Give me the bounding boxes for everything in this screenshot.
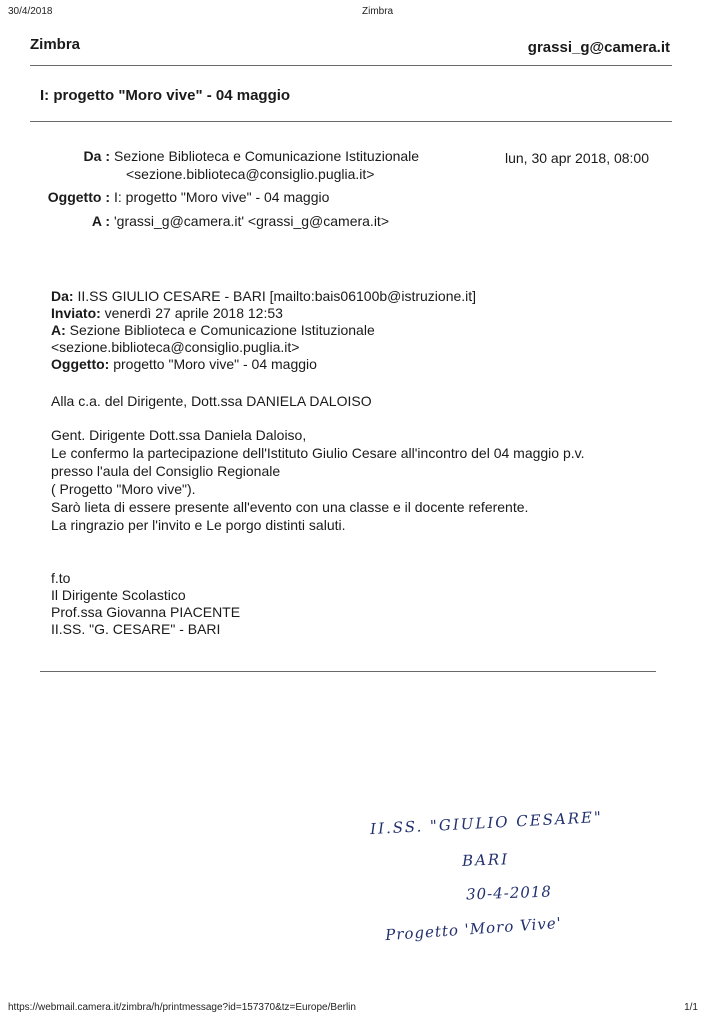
fwd-subject xyxy=(51,356,317,373)
body-line: ( Progetto "Moro vive"). xyxy=(51,481,196,497)
message-date: lun, 30 apr 2018, 08:00 xyxy=(505,150,650,166)
fwd-subject-value: progetto "Moro vive" - 04 maggio xyxy=(113,356,317,372)
body-end-divider xyxy=(40,671,656,672)
fwd-sent xyxy=(51,305,283,322)
subject-divider xyxy=(30,121,672,122)
body-line: presso l'aula del Consiglio Regionale xyxy=(51,463,281,479)
fwd-subject-label: Oggetto: xyxy=(51,356,110,372)
body-line: La ringrazio per l'invito e Le porgo distinti saluti. xyxy=(51,517,346,533)
body-line: Gent. Dirigente Dott.ssa Daniela Daloiso, xyxy=(51,427,307,443)
fwd-to-value: Sezione Biblioteca e Comunicazione Istituzionale xyxy=(69,322,375,338)
print-url: https://webmail.camera.it/zimbra/h/printmessage?id=157370&tz=Europe/Berlin xyxy=(8,1002,356,1013)
attention-line: Alla c.a. del Dirigente, Dott.ssa DANIELA DALOISO xyxy=(51,393,372,409)
subject-value: I: progetto "Moro vive" - 04 maggio xyxy=(114,189,330,205)
from-label: Da : xyxy=(83,148,110,164)
to-label: A : xyxy=(91,213,110,229)
message-subject-title: I: progetto "Moro vive" - 04 maggio xyxy=(40,87,291,104)
handwritten-line: II.SS. "GIULIO CESARE" xyxy=(369,807,604,839)
from-email: <sezione.biblioteca@consiglio.puglia.it> xyxy=(126,166,375,182)
handwritten-line: Progetto 'Moro Vive' xyxy=(384,913,563,945)
signature-line: II.SS. "G. CESARE" - BARI xyxy=(51,621,221,637)
print-app-title: Zimbra xyxy=(362,6,394,17)
fwd-from-value: II.SS GIULIO CESARE - BARI [mailto:bais06100b@istruzione.it] xyxy=(77,288,477,304)
page-number: 1/1 xyxy=(684,1002,698,1013)
to-value: 'grassi_g@camera.it' <grassi_g@camera.it> xyxy=(114,213,389,229)
handwritten-line: 30-4-2018 xyxy=(465,882,553,904)
from-name: Sezione Biblioteca e Comunicazione Istituzionale xyxy=(114,148,420,164)
signature-line: Il Dirigente Scolastico xyxy=(51,587,186,603)
body-line: Sarò lieta di essere presente all'evento con una classe e il docente referente. xyxy=(51,499,529,515)
fwd-sent-value: venerdì 27 aprile 2018 12:53 xyxy=(104,305,283,321)
fwd-from-label: Da: xyxy=(51,288,74,304)
account-email: grassi_g@camera.it xyxy=(527,39,670,56)
fwd-to xyxy=(51,322,375,339)
fwd-sent-label: Inviato: xyxy=(51,305,101,321)
signature-line: Prof.ssa Giovanna PIACENTE xyxy=(51,604,241,620)
print-date: 30/4/2018 xyxy=(8,6,53,17)
header-divider xyxy=(30,65,672,66)
app-name: Zimbra xyxy=(30,36,81,53)
signature-line: f.to xyxy=(51,570,71,586)
body-line: Le confermo la partecipazione dell'Istituto Giulio Cesare all'incontro del 04 maggio p.v. xyxy=(51,445,585,461)
subject-label: Oggetto : xyxy=(47,189,110,205)
fwd-to-email: <sezione.biblioteca@consiglio.puglia.it> xyxy=(51,339,300,355)
handwritten-line: BARI xyxy=(461,850,510,870)
fwd-to-label: A: xyxy=(51,322,66,338)
fwd-from xyxy=(51,288,476,305)
